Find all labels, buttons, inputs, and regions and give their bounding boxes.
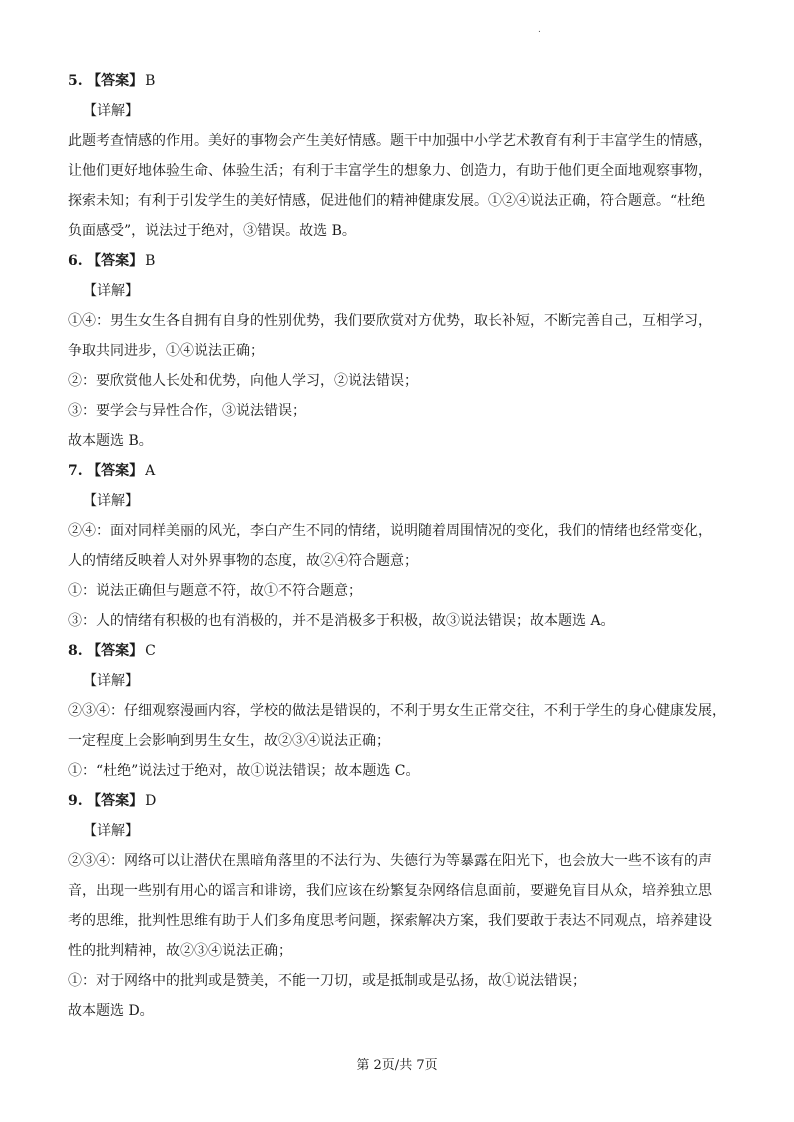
question-number: 5. [68,73,83,89]
explanation-line: 故本题选 D。 [68,1003,154,1019]
question-block [68,636,730,786]
explanation-line: 性的批判精神，故②③④说法正确； [68,943,292,959]
answer-line [68,66,730,96]
explanation-line: ②④：面对同样美丽的风光，李白产生不同的情绪，说明随着周围情况的变化，我们的情绪也经常变化， [68,523,712,539]
answer-value: B [145,73,156,89]
question-block [68,456,730,636]
explanation-line: ①④：男生女生各自拥有自身的性别优势，我们要欣赏对方优势，取长补短，不断完善自己，互相学习， [68,313,712,329]
explanation-line: ①：说法正确但与题意不符，故①不符合题意； [68,583,362,599]
answer-tag: 【答案】 [87,643,144,659]
answer-line [68,786,730,816]
explanation-line: ②：要欣赏他人长处和优势，向他人学习，②说法错误； [68,373,418,389]
detail-label: 【详解】 [83,823,139,839]
header-dot: . [538,25,541,35]
explanation-line: 让他们更好地体验生命、体验生活；有利于丰富学生的想象力、创造力，有助于他们更全面地观察事物， [68,163,712,179]
question-number: 7. [68,463,83,479]
detail-label: 【详解】 [83,283,139,299]
explanation-line: ②③④：网络可以让潜伏在黑暗角落里的不法行为、失德行为等暴露在阳光下，也会放大一些不该有的声 [68,853,712,869]
explanation-line: 负面感受”，说法过于绝对，③错误。故选 B。 [68,223,356,239]
explanation-line: 人的情绪反映着人对外界事物的态度，故②④符合题意； [68,553,418,569]
page-footer: 第 2页/共 7页 [356,1058,438,1073]
explanation-line: 此题考查情感的作用。美好的事物会产生美好情感。题干中加强中小学艺术教育有利于丰富学生的情感， [68,133,712,149]
answer-value: B [145,253,156,269]
answer-tag: 【答案】 [87,73,144,89]
answer-tag: 【答案】 [87,253,144,269]
question-number: 8. [68,643,83,659]
answer-tag: 【答案】 [87,463,144,479]
answer-value: C [145,643,156,659]
explanation-line: ①：“杜绝”说法过于绝对，故①说法错误；故本题选 C。 [68,763,420,779]
answer-line [68,636,730,666]
answer-value: D [145,793,157,809]
explanation-line: 故本题选 B。 [68,433,153,449]
explanation-line: ③：人的情绪有积极的也有消极的，并不是消极多于积极，故③说法错误；故本题选 A。 [68,613,615,629]
explanation-line: 探索未知；有利于引发学生的美好情感，促进他们的精神健康发展。①②④说法正确，符合题意。“杜绝 [68,193,706,209]
detail-label: 【详解】 [83,673,139,689]
detail-label: 【详解】 [83,493,139,509]
question-number: 9. [68,793,83,809]
answer-line [68,246,730,276]
question-block [68,66,730,246]
question-number: 6. [68,253,83,269]
explanation-line: ③：要学会与异性合作，③说法错误； [68,403,306,419]
explanation-line: 争取共同进步，①④说法正确； [68,343,264,359]
explanation-line: 考的思维，批判性思维有助于人们多角度思考问题，探索解决方案，我们要敢于表达不同观点，培养建设 [68,913,712,929]
question-block [68,246,730,456]
answer-value: A [145,463,156,479]
explanation-line: ②③④：仔细观察漫画内容，学校的做法是错误的，不利于男女生正常交往，不利于学生的身心健康发展， [68,703,726,719]
explanation-line: 音，出现一些别有用心的谣言和诽谤，我们应该在纷繁复杂网络信息面前，要避免盲目从众，培养独立思 [68,883,712,899]
detail-label: 【详解】 [83,103,139,119]
answer-line [68,456,730,486]
answer-tag: 【答案】 [87,793,144,809]
answer-content [68,66,730,1026]
question-block [68,786,730,1026]
explanation-line: ①：对于网络中的批判或是赞美，不能一刀切，或是抵制或是弘扬，故①说法错误； [68,973,586,989]
explanation-line: 一定程度上会影响到男生女生，故②③④说法正确； [68,733,390,749]
